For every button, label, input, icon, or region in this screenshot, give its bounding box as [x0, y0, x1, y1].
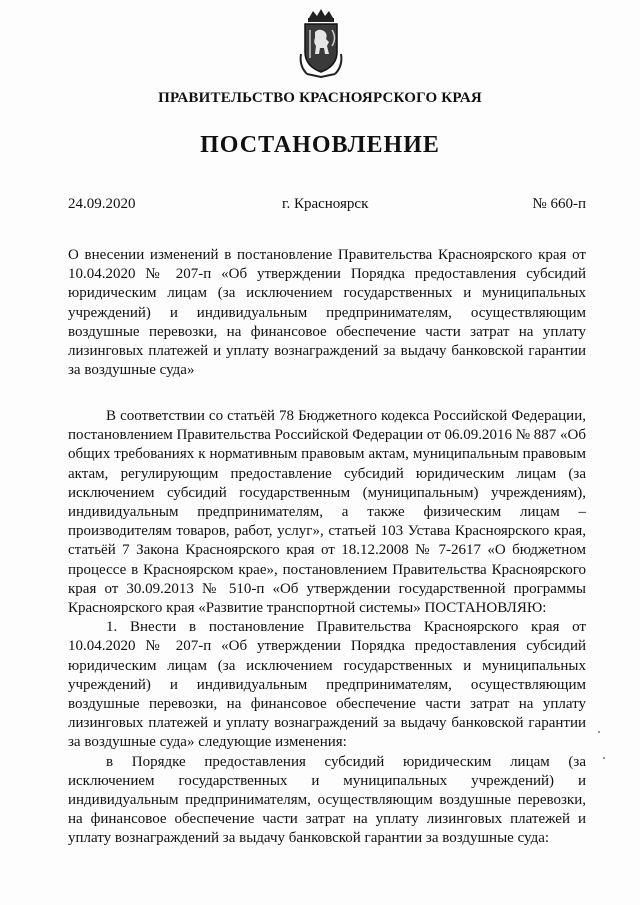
document-meta	[68, 196, 586, 216]
document-body	[68, 407, 586, 849]
scan-artifact	[598, 731, 600, 733]
document-city: г. Красноярск	[282, 196, 369, 212]
coat-of-arms-icon	[293, 8, 349, 78]
document-number: № 660-п	[532, 196, 586, 212]
body-paragraph-item-1: 1. Внести в постановление Правительства Красноярского края от 10.04.2020 № 207-п «Об утверждении Порядка предоставления субсидий юридическим лицам (за исключением государственных и муниципальных учреждений) и индивидуальным предпринимателям, осуществляющим воздушные перевозки, на финансовое обеспечение части затрат на уплату лизинговых платежей и уплату вознаграждений за выдачу банковской гарантии за воздушные суда» следующие изменения:	[68, 619, 586, 751]
body-paragraph-amendment: в Порядке предоставления субсидий юридическим лицам (за исключением государственных и муниципальных учреждений) и индивидуальным предпринимателям, осуществляющим воздушные перевозки, на финансовое обеспечение части затрат на уплату лизинговых платежей и уплату вознаграждений за выдачу банковской гарантии за воздушные суда:	[68, 753, 586, 847]
government-name: ПРАВИТЕЛЬСТВО КРАСНОЯРСКОГО КРАЯ	[158, 90, 482, 106]
document-type: ПОСТАНОВЛЕНИЕ	[200, 132, 440, 158]
scan-artifact	[603, 757, 605, 759]
document-title: О внесении изменений в постановление Правительства Красноярского края от 10.04.2020 № 207-п «Об утверждении Порядка предоставления субсидий юридическим лицам (за исключением государственных и муниципальных учреждений) и индивидуальным предпринимателям, осуществляющим воздушные перевозки, на финансовое обеспечение части затрат на уплату лизинговых платежей и уплату вознаграждений за выдачу банковской гарантии за воздушные суда»	[68, 247, 586, 379]
document-date: 24.09.2020	[68, 196, 136, 212]
body-paragraph-preamble: В соответствии со статьёй 78 Бюджетного кодекса Российской Федерации, постановлением Правительства Российской Федерации от 06.09.2016 № 887 «Об общих требованиях к нормативным правовым актам, муниципальным правовым актам, регулирующим предоставление субсидий юридическим лицам (за исключением субсидий государственным (муниципальным) учреждениям), индивидуальным предпринимателям, а также физическим лицам – производителям товаров, работ, услуг», статьей 103 Устава Красноярского края, статьёй 7 Закона Красноярского края от 18.12.2008 № 7-2617 «О бюджетном процессе в Красноярском крае», постановлением Правительства Красноярского края от 30.09.2013 № 510-п «Об утверждении государственной программы Красноярского края «Развитие транспортной системы» ПОСТАНОВЛЯЮ:	[68, 408, 587, 617]
